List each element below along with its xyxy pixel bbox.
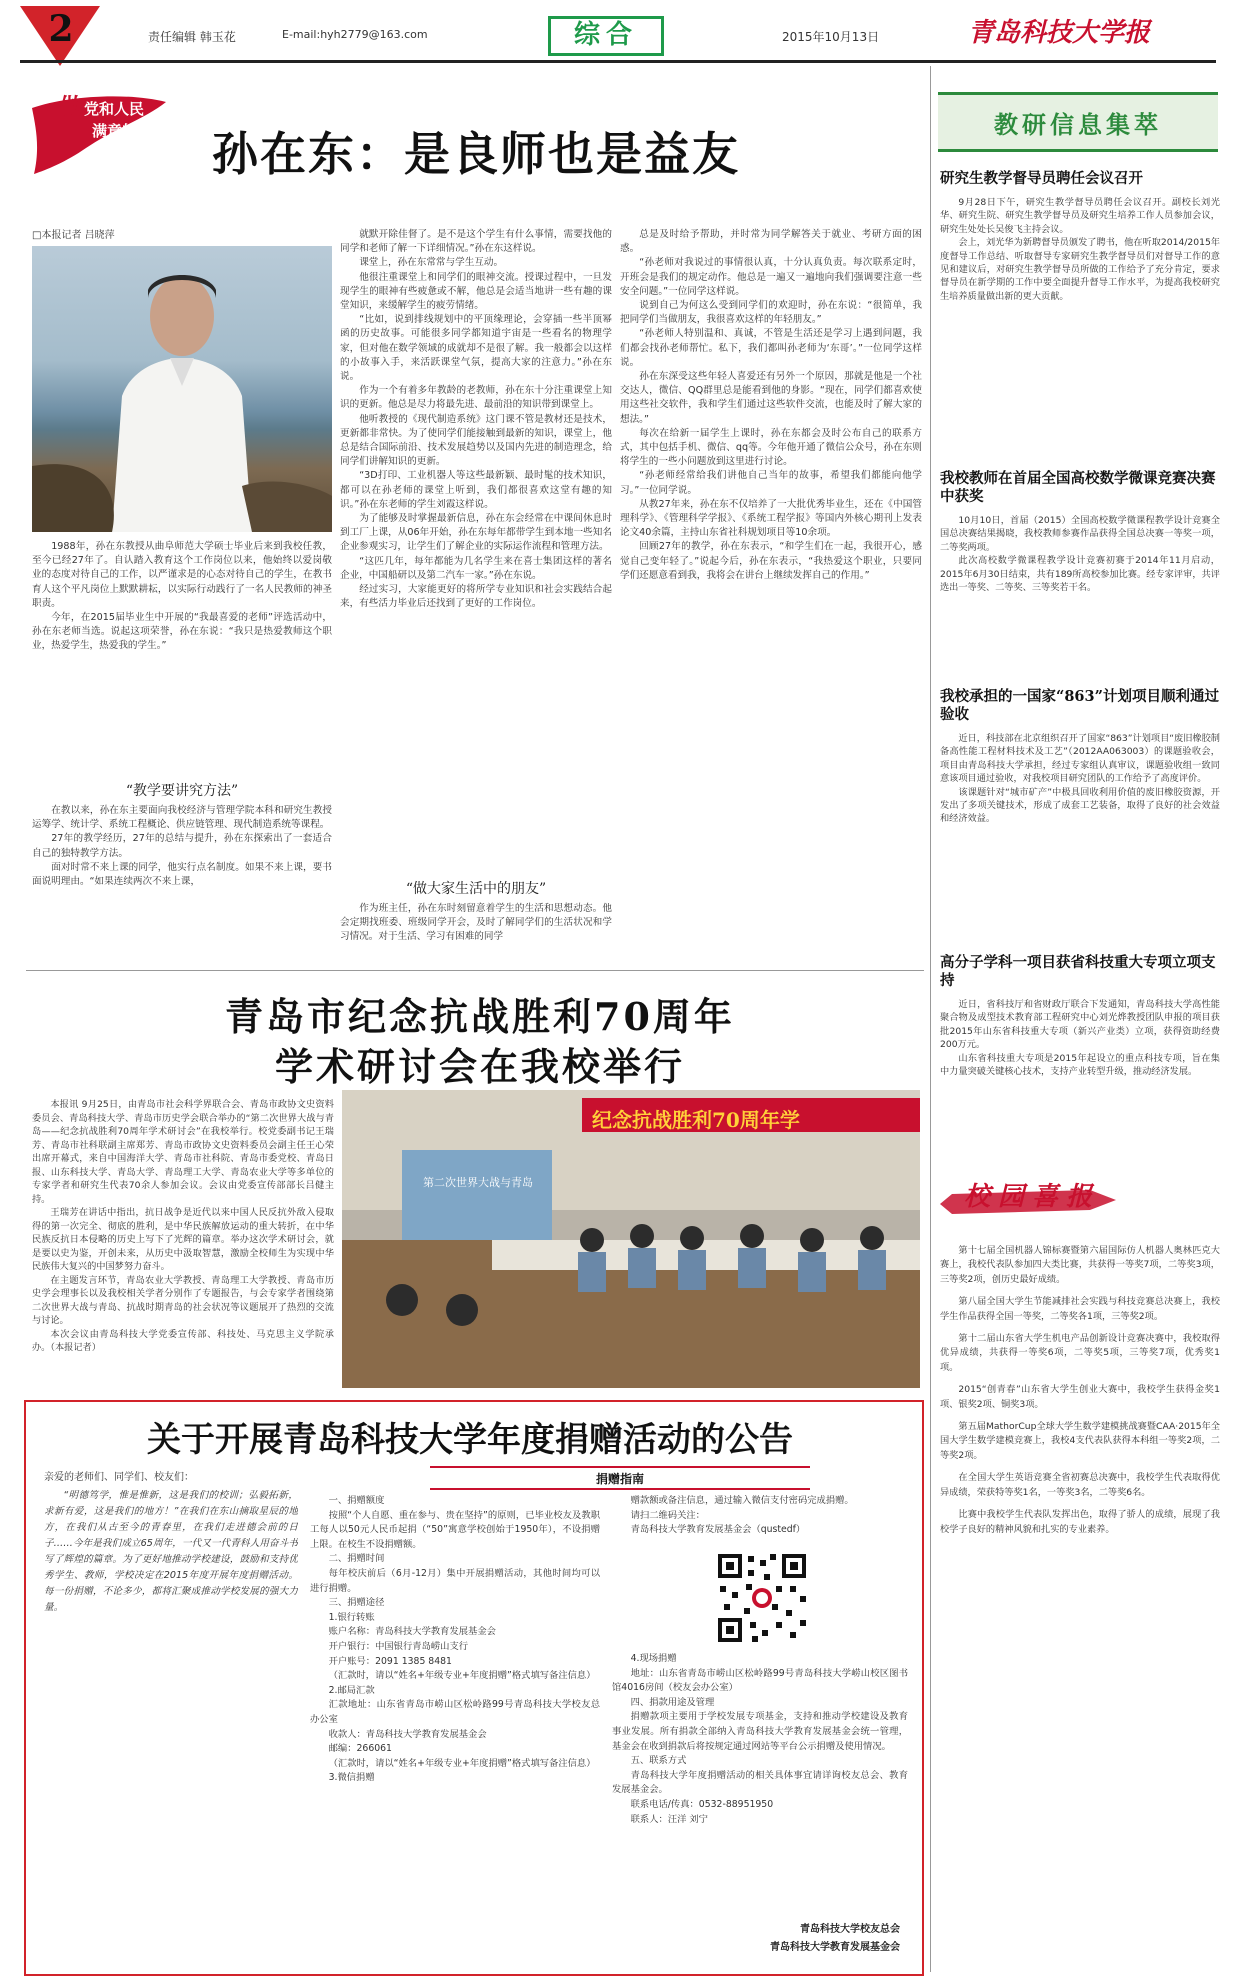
editor-line: 责任编辑 韩玉花 bbox=[148, 30, 236, 44]
sidebar-item-2-title: 我校教师在首届全国高校数学微课竞赛决赛中获奖 bbox=[940, 470, 1216, 505]
date-line: 2015年10月13日 bbox=[782, 30, 880, 44]
page-number-badge bbox=[20, 6, 100, 76]
sidebar-title: 教研信息集萃 bbox=[994, 110, 1162, 139]
notice-salute: 亲爱的老师们、同学们、校友们： bbox=[44, 1472, 194, 1483]
good-news-title: 校园喜报 bbox=[964, 1182, 1101, 1212]
badge-char-1: 做 bbox=[60, 94, 83, 120]
paragraph: 每年校庆前后（6月-12月）集中开展捐赠活动，其他时间均可以进行捐赠。 bbox=[310, 1567, 600, 1594]
paragraph: 请扫二维码关注： bbox=[630, 1509, 705, 1521]
sidebar-item-3-title: 我校承担的一国家“863”计划项目顺利通过验收 bbox=[940, 688, 1219, 723]
list-item: 2015“创青春”山东省大学生创业大赛中，我校学生获得金奖1项、银奖2项、铜奖3项。 bbox=[940, 1384, 1220, 1410]
paragraph: 邮编：266061 bbox=[328, 1743, 392, 1755]
badge-line-3: 满意的 bbox=[92, 122, 138, 140]
paragraph: 在主题发言环节，青岛农业大学教授、青岛理工大学教授、青岛市历史学会理事长以及我校相关学者分别作了专题报告，与会专家学者围绕第二次世界大战与青岛、抗战时期青岛的社会状况等议题展开了热烈的交流与讨论。 bbox=[32, 1274, 334, 1326]
notice-guide-col2-top bbox=[612, 1494, 908, 1550]
paragraph: 近日，省科技厅和省财政厅联合下发通知，青岛科技大学高性能聚合物及成型技术教育部工程研究中心刘光烨教授团队申报的项目获批2015年山东省科技重大专项（新兴产业类）立项，获得资助经费200万元。 bbox=[940, 999, 1220, 1051]
signature-1: 青岛科技大学校友总会 bbox=[800, 1924, 900, 1935]
notice-guide-col2 bbox=[612, 1652, 908, 1882]
list-item: 第十二届山东省大学生机电产品创新设计竞赛决赛中，我校取得优异成绩，共获得一等奖6项，二等奖5项，三等奖7项，优秀奖1项。 bbox=[940, 1333, 1220, 1373]
paragraph: （汇款时，请以“姓名+年级专业+年度捐赠”格式填写备注信息） bbox=[328, 1757, 596, 1769]
paragraph: 回顾27年的教学，孙在东表示，“和学生们在一起，我很开心，感觉自己变年轻了。”说起今后，孙在东表示，“我热爱这个职业，只要同学们还愿意看到我，我将会在讲台上继续发挥自己的作用。” bbox=[620, 541, 922, 581]
list-item: 在全国大学生英语竞赛全省初赛总决赛中，我校学生代表取得优异成绩，荣获特等奖1名，一等奖3名，二等奖6名。 bbox=[940, 1472, 1220, 1498]
paragraph: 经过实习，大家能更好的将所学专业知识和社会实践结合起来，有些活力毕业后还找到了更好的工作岗位。 bbox=[340, 584, 612, 610]
paragraph: “孙老师人特别温和、真诚，不管是生活还是学习上遇到问题，我们都会找孙老师帮忙。私下，我们都叫孙老师为‘东哥’。”一位同学这样说。 bbox=[620, 328, 922, 368]
paragraph: 开户账号：2091 1385 8481 bbox=[328, 1655, 452, 1667]
paragraph: 青岛科技大学教育发展基金会（qustedf） bbox=[630, 1524, 806, 1536]
column-badge bbox=[26, 88, 176, 178]
person-figure-icon bbox=[32, 246, 332, 532]
paragraph: 账户名称：青岛科技大学教育发展基金会 bbox=[328, 1626, 496, 1638]
lead-col3 bbox=[620, 228, 922, 964]
header-rule bbox=[20, 60, 1216, 63]
badge-line-2: 党和人民 bbox=[84, 100, 145, 118]
guide-title-bar bbox=[430, 1466, 810, 1490]
paragraph: 会上，刘光华为新聘督导员颁发了聘书，他在听取2014/2015年度督导工作总结、听取督导专家研究生教学督导员们对督导工作的意见和建议后，对研究生教学督导员所做的工作给予了充分肯定，要求督导员在新学期的工作中要全面提升督导工作水平，为提高我校研究生培养质量做出新的更大贡献。 bbox=[940, 237, 1220, 302]
paragraph: 山东省科技重大专项是2015年起设立的重点科技专项，旨在集中力量突破关键核心技术，支持产业转型升级，推动经济发展。 bbox=[940, 1052, 1220, 1078]
paragraph: 本报讯 9月25日，由青岛市社会科学界联合会、青岛市政协文史资料委员会、青岛科技大学、青岛市历史学会联合举办的“第二次世界大战与青岛——纪念抗战胜利70周年学术研讨会”在我校举行。校党委副书记王瑞芳、青岛市社科联副主席郑芳、青岛市政协文史资料委员会副主任王心荣出席开幕式，来自中国海洋大学、青岛市社科院、青岛市委党校、青岛日报、山东科技大学、青岛大学、青岛理工大学、青岛农业大学等多单位的专家学者和研究生代表70余人参加会议。会议由党委宣传部部长吕健主持。 bbox=[32, 1099, 334, 1205]
subhead-2: “做大家生活中的朋友” bbox=[405, 881, 547, 897]
paragraph: 作为一个有着多年教龄的老教师，孙在东十分注重课堂上知识的更新。他总是尽力将最先进、最前沿的知识带到课堂上。 bbox=[340, 385, 612, 411]
paragraph: 在教以来，孙在东主要面向我校经济与管理学院本科和研究生教授运筹学、统计学、系统工程概论、供应链管理、现代制造系统等课程。 bbox=[32, 805, 332, 831]
paragraph: 就默开除佳督了。是不是这个学生有什么事情，需要找他的同学和老师了解一下详细情况。”孙在东这样说。 bbox=[340, 229, 612, 255]
badge-line-4: 好老师 bbox=[112, 148, 166, 169]
sidebar-item-1-body bbox=[940, 196, 1220, 458]
paragraph: 面对时常不来上课的同学，他实行点名制度。如果不来上课，要书面说明理由。“如果连续两次不来上课， bbox=[32, 861, 332, 888]
paragraph: 王瑞芳在讲话中指出，抗日战争是近代以来中国人民反抗外敌入侵取得的第一次完全、彻底的胜利，是中华民族解放运动的重大转折，在中华民族反抗日本侵略的历史上写下了光辉的篇章。举办这次学术研讨会，就是要以史为鉴，开创未来，从历史中汲取智慧，激励全校师生为实现中华民族伟大复兴的中国梦努力奋斗。 bbox=[32, 1207, 334, 1272]
paragraph: 10月10日，首届（2015）全国高校数学微课程教学设计竞赛全国总决赛结果揭晓，我校教师参赛作品获得全国总决赛一等奖一项，二等奖两项。 bbox=[940, 515, 1220, 553]
sidebar-item-4-body bbox=[940, 998, 1220, 1150]
conference-scene-icon bbox=[342, 1090, 920, 1388]
email-line: E-mail:hyh2779@163.com bbox=[282, 28, 428, 41]
paragraph: 赠款额或备注信息，通过输入微信支付密码完成捐赠。 bbox=[630, 1495, 854, 1506]
paragraph: “孙老师经常给我们讲他自己当年的故事，希望我们都能向他学习。”一位同学说。 bbox=[620, 470, 922, 496]
paragraph: 地址：山东省青岛市崂山区松岭路99号青岛科技大学崂山校区图书馆4016房间（校友会办公室） bbox=[612, 1667, 908, 1694]
notice-guide-col1 bbox=[310, 1494, 600, 1960]
lead-byline: □本报记者 吕晓萍 bbox=[32, 230, 115, 241]
screen-text: 第二次世界大战与青岛 bbox=[423, 1176, 533, 1189]
notice-intro bbox=[44, 1488, 298, 1958]
sidebar-item-3-body bbox=[940, 732, 1220, 944]
paragraph: 孙在东深受这些年轻人喜爱还有另外一个原因，那就是他是一个社交达人，微信、QQ群里总是能看到他的身影。“现在，同学们都喜欢使用这些社交软件，我和学生们通过这些软件交流，也能及时了解大家的想法。” bbox=[620, 371, 922, 425]
divider bbox=[26, 970, 924, 971]
symposium-headline-2: 学术研讨会在我校举行 bbox=[274, 1044, 685, 1089]
subhead-1: “教学要讲究方法” bbox=[125, 783, 239, 799]
list-item: 第八届全国大学生节能减排社会实践与科技竞赛总决赛上，我校学生作品获得全国一等奖，二等奖各1项，三等奖2项。 bbox=[940, 1296, 1220, 1322]
paragraph: 汇款地址：山东省青岛市崂山区松岭路99号青岛科技大学校友总办公室 bbox=[310, 1699, 600, 1725]
paragraph: 9月28日下午，研究生教学督导员聘任会议召开。副校长刘光华、研究生院、研究生教学督导员及研究生培养工作人员参加会议，研究生处处长吴俊飞主持会议。 bbox=[940, 197, 1220, 235]
masthead-title: 青岛科技大学报 bbox=[968, 18, 1151, 48]
sidebar-item-4-title: 高分子学科一项目获省科技重大专项立项支持 bbox=[940, 954, 1216, 989]
meeting-photo bbox=[342, 1090, 920, 1388]
paragraph: 二、捐赠时间 bbox=[328, 1553, 385, 1565]
paragraph: 为了能够及时掌握最新信息，孙在东会经常在中课间休息时到工厂上课，从06年开始，孙在东每年都带学生到本地一些知名企业参观实习，让学生们了解企业的实际运作流程和管理方法。 bbox=[340, 513, 612, 553]
paragraph: 联系人：汪洋 刘宁 bbox=[630, 1813, 708, 1825]
paragraph: “这匹几年，每年都能为几名学生来在喜士集团这样的著名企业，中国船研以及第二汽车一家。”孙在东说。 bbox=[340, 555, 612, 581]
paragraph: 近日，科技部在北京组织召开了国家“863”计划项目“废旧橡胶制备高性能工程材料技术及工艺”（2012AA063003）的课题验收会，项目由青岛科技大学承担，经过专家组认真审议，课题验收组一致同意该项目通过验收，对我校项目研究团队的工作给予了高度评价。 bbox=[940, 733, 1220, 785]
good-news-list bbox=[940, 1244, 1220, 1968]
paragraph: “孙老师对我说过的事情很认真，十分认真负责。每次联系定时，开班会是我们的规定动作。他总是一遍又一遍地向我们强调要注意一些安全问题。”一位同学这样说。 bbox=[620, 257, 922, 297]
paragraph: 总是及时给予帮助，并时常为同学解答关于就业、考研方面的困惑。 bbox=[620, 229, 922, 255]
paragraph: 按照“个人自愿、重在参与、贵在坚持”的原则，已毕业校友及教职工每人以50元人民币起捐（“50”寓意学校创始于1950年），不设捐赠上限。在校生不设捐赠额。 bbox=[310, 1509, 600, 1550]
paragraph: 2.邮局汇款 bbox=[328, 1684, 375, 1696]
paragraph: 作为班主任，孙在东时刻留意着学生的生活和思想动态。他会定期找班委、班级同学开会，及时了解同学们的生活状况和学习情况。对于生活、学习有困难的同学 bbox=[340, 903, 612, 943]
paragraph: 课堂上，孙在东常常与学生互动。 bbox=[359, 257, 504, 269]
paragraph: 27年的教学经历，27年的总结与提升，孙在东探索出了一套适合自己的独特教学方法。 bbox=[32, 833, 332, 859]
paragraph: 捐赠款项主要用于学校发展专项基金，支持和推动学校建设及教育事业发展。所有捐款全部纳入青岛科技大学教育发展基金会统一管理，基金会在收到捐款后将按规定通过网站等平台公示捐赠及使用情况。 bbox=[612, 1711, 908, 1752]
paragraph: 每次在给新一届学生上课时，孙在东都会及时公布自己的联系方式，其中包括手机、微信、qq等。今年他开通了微信公众号，孙在东则将学生的一些小问题放到这里进行讨论。 bbox=[620, 427, 922, 468]
paragraph: 五、联系方式 bbox=[630, 1755, 687, 1767]
paragraph: “比如，说到排线规划中的平顶缘理论，会穿插一些半顶幂函的历史故事。可能很多同学都知道宇宙是一些看名的物理学家，但对他在数学领域的成就却不是很了解。我一般都会以这样的小故事入手，来活跃课堂气氛，提高大家的注意力。”孙在东说。 bbox=[340, 314, 612, 383]
signature-2: 青岛科技大学教育发展基金会 bbox=[770, 1942, 900, 1953]
paragraph: 青岛科技大学年度捐赠活动的相关具体事宜请详询校友总会、教育发展基金会。 bbox=[612, 1769, 908, 1796]
paragraph: 1988年，孙在东教授从曲阜师范大学硕士毕业后来到我校任教，至今已经27年了。自认踏入教育这个工作岗位以来，他始终以爱岗敬业的态度对待自己的工作，以严谨求是的心态对待自己的学生，在教书育人这个平凡岗位上默默耕耘，以实际行动践行了一名人民教师的神圣职责。 bbox=[32, 541, 332, 609]
qr-code[interactable] bbox=[716, 1552, 808, 1644]
portrait-photo bbox=[32, 246, 332, 532]
sidebar-title-box bbox=[938, 92, 1218, 152]
lead-col2 bbox=[340, 228, 612, 870]
lead-col1b bbox=[32, 804, 332, 964]
lead-headline: 孙在东：是良师也是益友 bbox=[212, 127, 740, 181]
page-number: 2 bbox=[48, 8, 74, 50]
paragraph: （汇款时，请以“姓名+年级专业+年度捐赠”格式填写备注信息） bbox=[328, 1670, 596, 1682]
symposium-headline-1: 青岛市纪念抗战胜利70周年 bbox=[225, 994, 735, 1039]
paragraph: 本次会议由青岛科技大学党委宣传部、科技处、马克思主义学院承办。（本报记者） bbox=[32, 1328, 334, 1353]
paragraph: 联系电话/传真：0532-88951950 bbox=[630, 1798, 774, 1810]
guide-title: 捐赠指南 bbox=[595, 1472, 644, 1486]
good-news-header bbox=[940, 1170, 1120, 1232]
paragraph: 此次高校数学微课程教学设计竞赛初赛于2014年11月启动，2015年6月30日结束，共有189所高校参加比赛。经专家评审，共评选出一等奖、二等奖、三等奖若干名。 bbox=[940, 555, 1220, 594]
paragraph: 他很注重课堂上和同学们的眼神交流。授课过程中，一旦发现学生的眼神有些疲惫或不解，他总是会适当地讲一些有趣的课堂知识，来缓解学生的疲劳情绪。 bbox=[340, 271, 612, 312]
paragraph: 从教27年来，孙在东不仅培养了一大批优秀毕业生，还在《中国管理科学》、《管理科学学报》、《系统工程学报》等国内外核心期刊上发表论文40余篇，主持山东省社科规划项目等10余项。 bbox=[620, 498, 922, 539]
paragraph: 四、捐款用途及管理 bbox=[630, 1696, 715, 1708]
symposium-body bbox=[32, 1098, 334, 1388]
sidebar-item-1-title: 研究生教学督导员聘任会议召开 bbox=[940, 170, 1143, 187]
lead-col1 bbox=[32, 540, 332, 770]
sidebar-rule bbox=[930, 66, 931, 1972]
section-label: 综合 bbox=[548, 16, 664, 56]
paragraph: “明德笃学，惟是惟新，这是我们的校训；弘毅拓新，求新有爱，这是我们的地方！”在我们在东山摘取星辰的地方，在我们从古至今的青春里，在我们走进德会前的日子……今年是我们成立65周年，一代又一代青科人用奋斗书写了辉煌的篇章。为了更好地推动学校建设，鼓励和支持优秀学生、教师，学校决定在2015年度开展年度捐赠活动。每一份捐赠，不论多少，都将汇聚成推动学校发展的强大力量。 bbox=[44, 1490, 298, 1613]
banner-text: 纪念抗战胜利70周年学 bbox=[592, 1108, 800, 1132]
paragraph: 说到自己为何这么受到同学们的欢迎时，孙在东说：“很简单，我把同学们当做朋友，我很喜欢这样的年轻朋友。” bbox=[620, 300, 922, 326]
paragraph: 三、捐赠途径 bbox=[328, 1597, 385, 1609]
notice-headline: 关于开展青岛科技大学年度捐赠活动的公告 bbox=[147, 1420, 793, 1460]
list-item: 第五届MathorCup全球大学生数学建模挑战赛暨CAA·2015年全国大学生数学建模竞赛上，我校4支代表队获得本科组一等奖2项，二等奖2项。 bbox=[940, 1421, 1220, 1461]
sidebar-item-2-body bbox=[940, 514, 1220, 678]
list-item: 比赛中我校学生代表队发挥出色，取得了骄人的成绩，展现了我校学子良好的精神风貌和扎实的专业素养。 bbox=[940, 1509, 1220, 1535]
paragraph: 开户银行：中国银行青岛崂山支行 bbox=[328, 1640, 469, 1652]
list-item: 第十七届全国机器人锦标赛暨第六届国际仿人机器人奥林匹克大赛上，我校代表队参加四大类比赛，共获得一等奖7项，二等奖3项，三等奖2项，创历史最好成绩。 bbox=[940, 1245, 1220, 1285]
paragraph: “3D打印、工业机器人等这些最新颖、最时髦的技术知识，都可以在孙老师的课堂上听到，我们都很喜欢这堂有趣的知识。”孙在东老师的学生刘霞这样说。 bbox=[340, 470, 612, 510]
paragraph: 3.微信捐赠 bbox=[328, 1772, 375, 1784]
paragraph: 一、捐赠额度 bbox=[328, 1495, 385, 1506]
lead-col2b bbox=[340, 902, 612, 964]
paragraph: 今年，在2015届毕业生中开展的“我最喜爱的老师”评选活动中，孙在东老师当选。说起这项荣誉，孙在东说：“我只是热爱教师这个职业，热爱学生，热爱我的学生。” bbox=[32, 612, 332, 652]
paragraph: 1.银行转账 bbox=[328, 1611, 375, 1623]
paragraph: 4.现场捐赠 bbox=[630, 1653, 677, 1664]
paragraph: 他听教授的《现代制造系统》这门课不管是教材还是技术，更新都非常快。为了使同学们能接触到最新的知识，课堂上，他总是结合国际前沿、技术发展趋势以及国内先进的制造理念，给同学们讲解知识的更新。 bbox=[340, 413, 612, 468]
qr-code-icon bbox=[716, 1552, 808, 1644]
paragraph: 收款人：青岛科技大学教育发展基金会 bbox=[328, 1728, 487, 1740]
paragraph: 该课题针对“城市矿产”中极具回收利用价值的废旧橡胶资源，开发出了多项关键技术，形成了成套工艺装备，取得了良好的社会效益和经济效益。 bbox=[940, 786, 1220, 825]
